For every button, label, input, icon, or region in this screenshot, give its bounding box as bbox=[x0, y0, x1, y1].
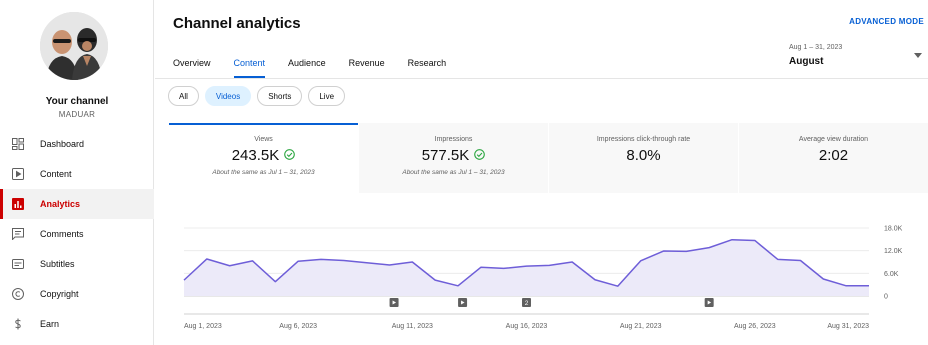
x-tick-label: Aug 16, 2023 bbox=[505, 323, 548, 330]
sidebar-item-label: Comments bbox=[40, 229, 84, 239]
metric-note: About the same as Jul 1 – 31, 2023 bbox=[402, 169, 505, 176]
metric-value: 2:02 bbox=[818, 147, 849, 164]
metric-value: 243.5K bbox=[231, 147, 280, 164]
metric-note: About the same as Jul 1 – 31, 2023 bbox=[212, 169, 315, 176]
tab-research[interactable]: Research bbox=[407, 58, 447, 68]
content-icon bbox=[11, 168, 24, 181]
chip-live[interactable]: Live bbox=[308, 86, 345, 106]
sidebar-item-dashboard[interactable] bbox=[0, 129, 154, 159]
y-tick-label: 0 bbox=[884, 293, 888, 301]
sidebar-item-copyright[interactable] bbox=[0, 279, 154, 309]
metric-value-wrap bbox=[359, 147, 548, 164]
earn-icon bbox=[11, 318, 24, 331]
sidebar-item-label: Analytics bbox=[40, 199, 81, 209]
divider bbox=[155, 78, 928, 79]
chip-all[interactable]: All bbox=[168, 86, 199, 106]
metric-label: Impressions click-through rate bbox=[596, 136, 691, 143]
x-tick-label: Aug 31, 2023 bbox=[827, 323, 869, 330]
copyright-icon bbox=[11, 288, 24, 301]
sidebar-item-label: Dashboard bbox=[40, 139, 85, 149]
tab-audience[interactable]: Audience bbox=[288, 58, 326, 68]
x-tick-label: Aug 21, 2023 bbox=[619, 323, 662, 330]
x-tick-label: Aug 26, 2023 bbox=[734, 323, 776, 330]
analytics-tabs bbox=[173, 50, 469, 78]
sidebar-item-earn[interactable] bbox=[0, 309, 154, 339]
content-type-filter bbox=[168, 86, 351, 106]
views-chart[interactable] bbox=[169, 200, 928, 345]
metric-cards bbox=[169, 123, 928, 193]
advanced-mode-button[interactable]: ADVANCED MODE bbox=[849, 17, 924, 26]
check-circle-icon bbox=[284, 147, 295, 164]
sidebar-item-comments[interactable] bbox=[0, 219, 154, 249]
metric-value-wrap bbox=[169, 147, 358, 164]
chevron-down-icon[interactable] bbox=[914, 53, 922, 58]
sidebar-item-label: Content bbox=[40, 169, 72, 179]
metric-label: Average view duration bbox=[798, 136, 869, 143]
sidebar-item-label: Copyright bbox=[40, 289, 79, 299]
channel-subtitle: MADUAR bbox=[58, 110, 96, 119]
page-title: Channel analytics bbox=[173, 15, 301, 32]
metric-card-views[interactable] bbox=[169, 123, 358, 193]
sidebar-nav bbox=[0, 129, 154, 339]
metric-label: Views bbox=[254, 136, 273, 143]
channel-title: Your channel bbox=[45, 96, 109, 107]
tab-overview[interactable]: Overview bbox=[173, 58, 211, 68]
chip-videos[interactable]: Videos bbox=[205, 86, 251, 106]
metric-value: 577.5K bbox=[421, 147, 470, 164]
metric-card-impressions[interactable] bbox=[358, 123, 548, 193]
tab-content[interactable]: Content bbox=[234, 50, 266, 78]
sidebar bbox=[0, 0, 154, 345]
metric-value-wrap bbox=[549, 147, 738, 164]
subtitles-icon bbox=[11, 258, 24, 271]
y-tick-label: 12.0K bbox=[884, 248, 903, 256]
metric-card-avg-view-duration[interactable] bbox=[738, 123, 928, 193]
sidebar-item-content[interactable] bbox=[0, 159, 154, 189]
channel-avatar[interactable] bbox=[40, 12, 108, 80]
chip-shorts[interactable]: Shorts bbox=[257, 86, 302, 106]
sidebar-item-analytics[interactable] bbox=[0, 189, 154, 219]
x-tick-label: Aug 1, 2023 bbox=[184, 323, 222, 330]
y-tick-label: 18.0K bbox=[884, 225, 903, 233]
x-tick-label: Aug 6, 2023 bbox=[279, 323, 318, 330]
sidebar-item-label: Earn bbox=[40, 319, 60, 329]
views-chart-svg bbox=[169, 200, 928, 345]
metric-card-ctr[interactable] bbox=[548, 123, 738, 193]
dashboard-icon bbox=[11, 138, 24, 151]
metric-value-wrap bbox=[739, 147, 928, 164]
sidebar-item-subtitles[interactable] bbox=[0, 249, 154, 279]
date-picker[interactable]: August bbox=[789, 56, 824, 67]
marker-count-label: 2 bbox=[524, 300, 529, 307]
x-tick-label: Aug 11, 2023 bbox=[391, 323, 433, 330]
analytics-icon bbox=[11, 198, 24, 211]
check-circle-icon bbox=[474, 147, 485, 164]
comments-icon bbox=[11, 228, 24, 241]
sidebar-item-label: Subtitles bbox=[40, 259, 75, 269]
series-area bbox=[184, 240, 869, 296]
metric-label: Impressions bbox=[434, 136, 473, 143]
y-tick-label: 6.0K bbox=[884, 270, 899, 278]
date-range-text: Aug 1 – 31, 2023 bbox=[789, 44, 843, 51]
tab-revenue[interactable]: Revenue bbox=[348, 58, 385, 68]
metric-value: 8.0% bbox=[626, 147, 661, 164]
